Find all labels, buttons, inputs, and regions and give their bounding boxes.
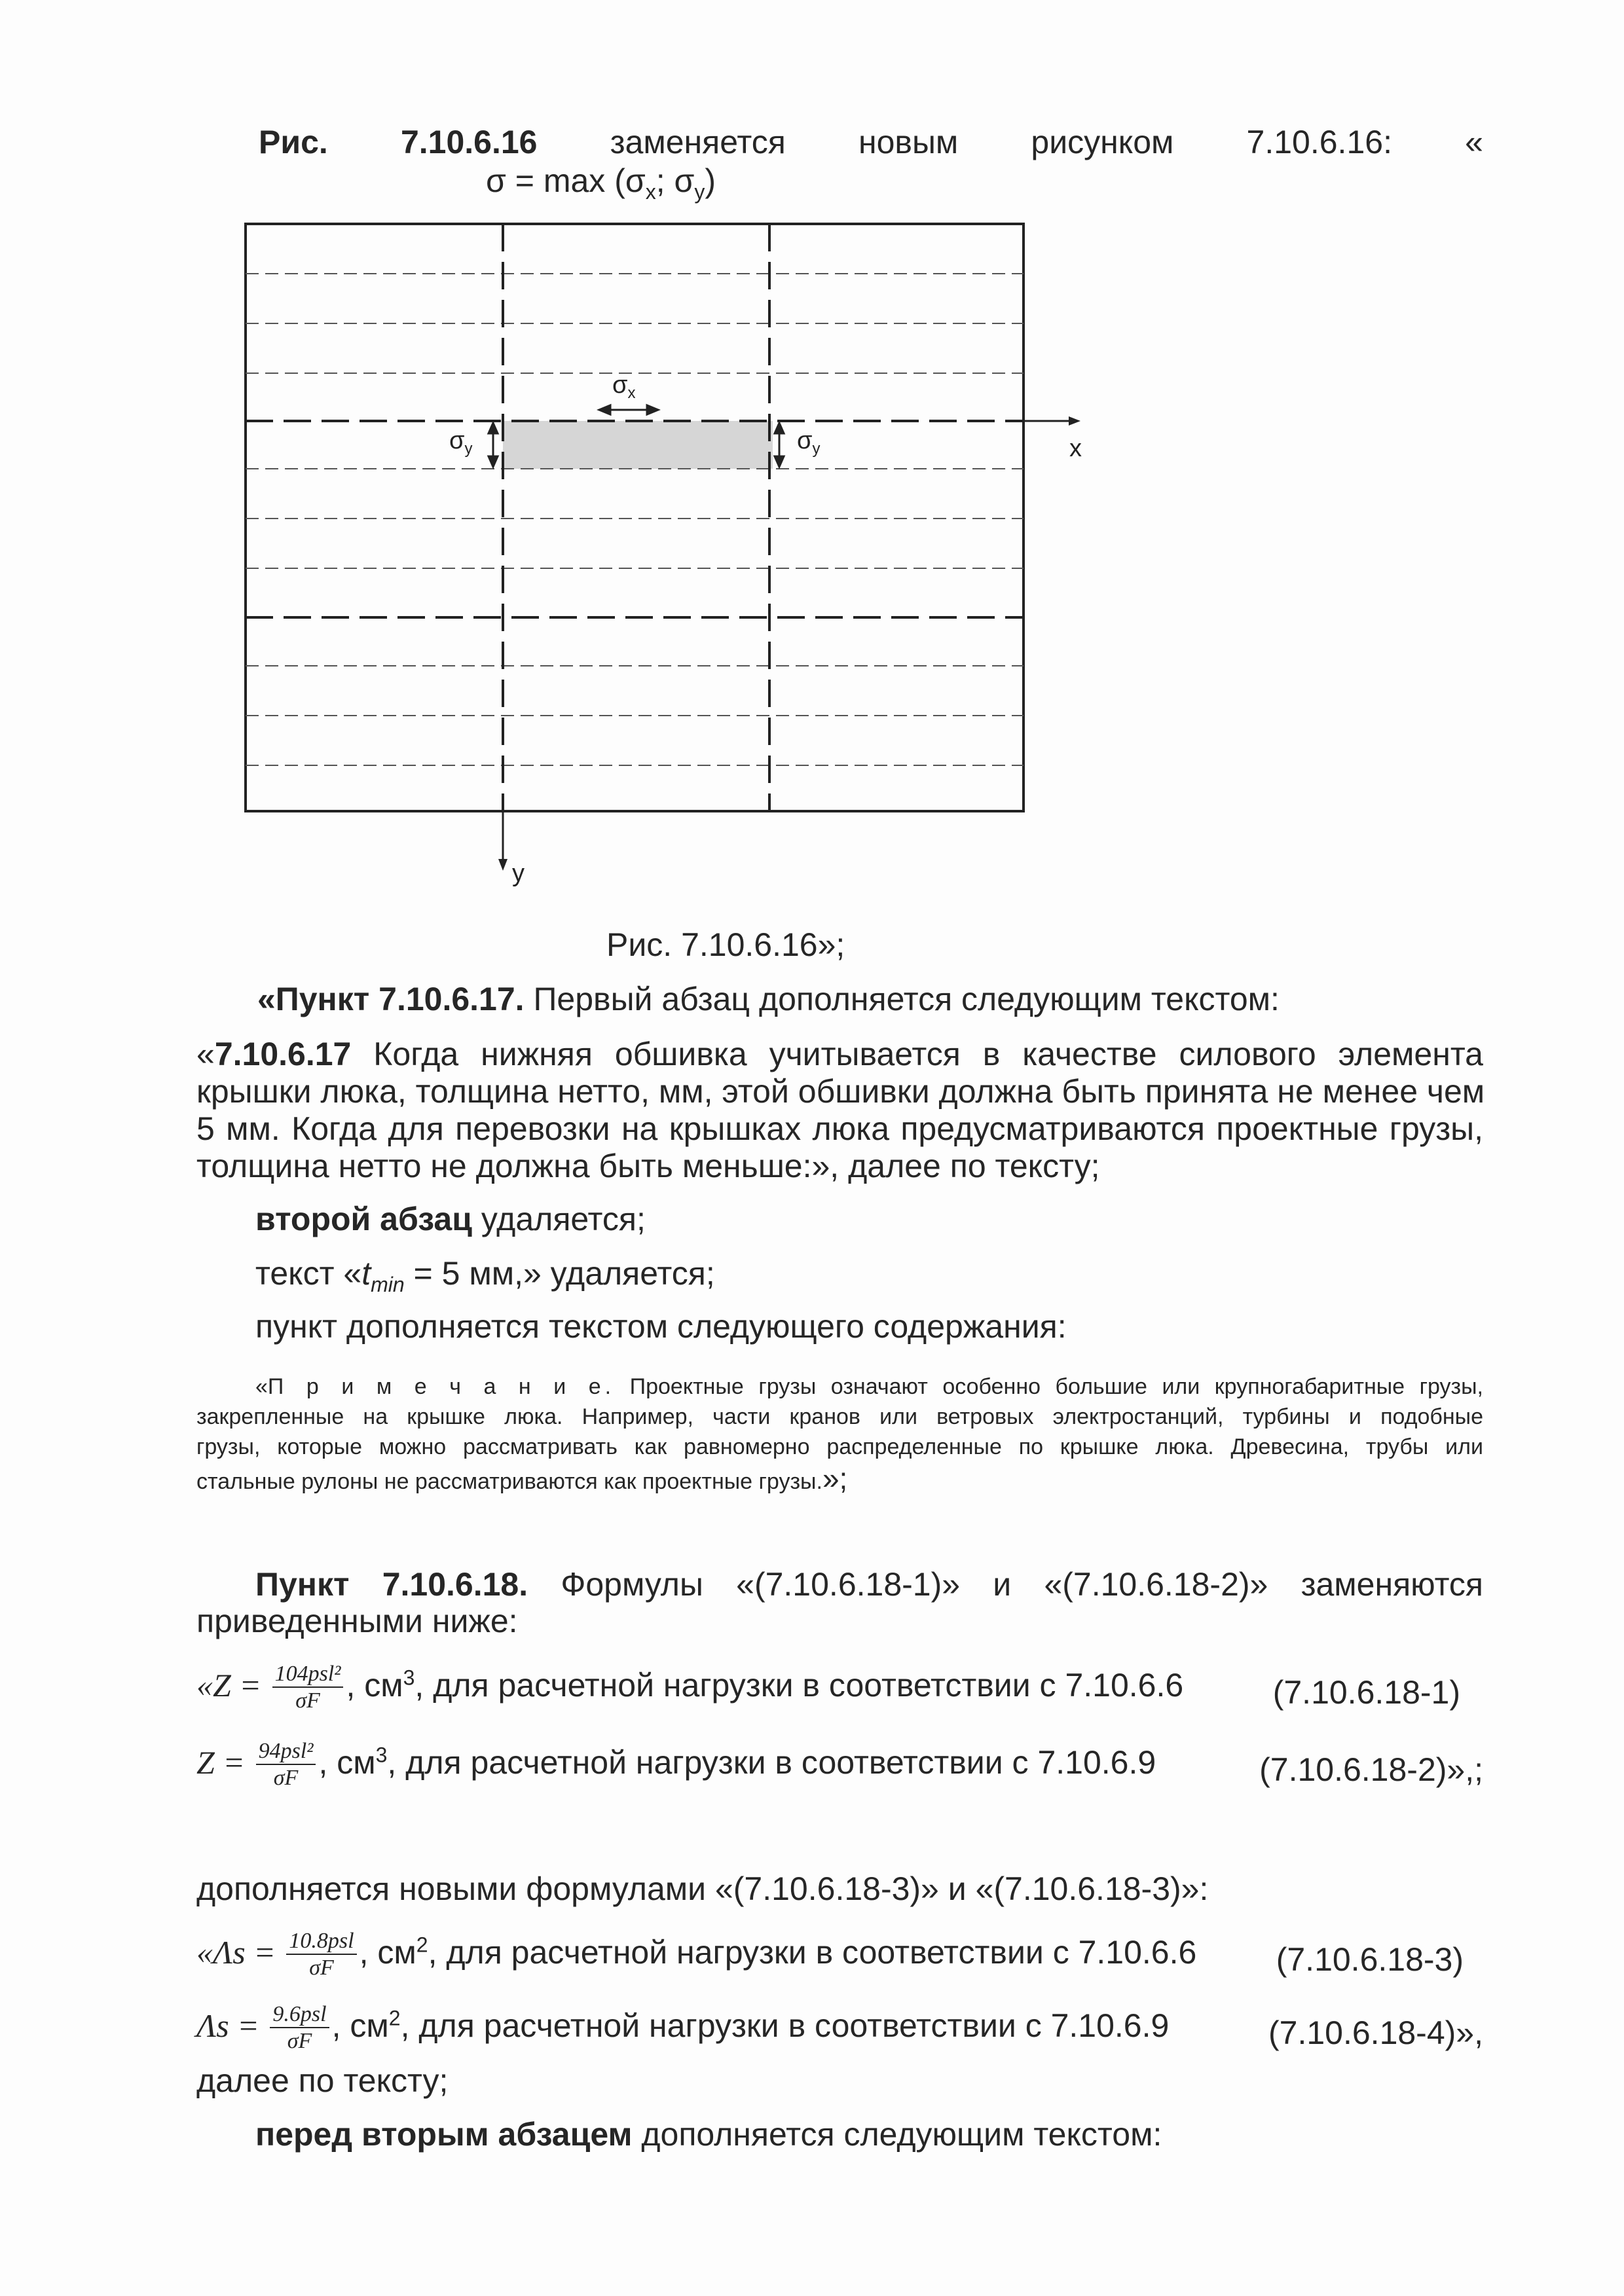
header-ref: 7.10.6.16: — [1246, 124, 1392, 160]
figure-caption: Рис. 7.10.6.16»; — [606, 926, 845, 963]
paragraph-2-line-2: крышки люка, толщина нетто, мм, этой обшивки должна быть принята не менее чем — [196, 1073, 1485, 1110]
paragraph-6-line-2: приведенными ниже: — [196, 1603, 518, 1639]
note-line-4: стальные рулоны не рассматриваются как проектные грузы.»; — [196, 1461, 848, 1495]
label-axis-y: y — [512, 860, 525, 887]
paragraph-2-line-4: толщина нетто не должна быть меньше:», далее по тексту; — [196, 1148, 1100, 1184]
formula-2: Z = $\frac{\text{94psl²}}{\sigma F}$ , $см^3$, для расчетной нагрузки в соответствии с 7.10.6.9 (7.10.6.18-2)»,; — [196, 1739, 1483, 1790]
stress-diagram — [0, 0, 1624, 917]
formula-3-fraction: $\frac{\text{10.8psl}}{\sigma F}$ — [286, 1929, 356, 1981]
formula-2-fraction: $\frac{\text{94psl²}}{\sigma F}$ — [256, 1739, 316, 1791]
paragraph-1: «Пункт 7.10.6.17. Первый абзац дополняется следующим текстом: — [257, 981, 1280, 1017]
x-axis-arrow — [1069, 416, 1080, 426]
paragraph-9: перед вторым абзацем дополняется следующим текстом: — [255, 2116, 1162, 2153]
girder-lines — [246, 224, 1024, 811]
formula-1: «Z = $\frac{\text{104psl²}}{\sigma F}$ , $см^3$, для расчетной нагрузки в соответствии с 7.10.6.6 (7.10.6.18-1) — [196, 1662, 1460, 1713]
note-line-1: «П р и м е ч а н и е. Проектные грузы означают особенно большие или крупногабаритные грузы, — [255, 1374, 1483, 1399]
note-line-2: закрепленные на крышке люка. Например, части кранов или ветровых электростанций, турбины и подобные — [196, 1404, 1483, 1429]
formula-3-label: (7.10.6.18-3) — [1276, 1941, 1464, 1978]
formula-4: Λs = $\frac{\text{9.6psl}}{\sigma F}$ , $см^2$, для расчетной нагрузки в соответствии с 7.10.6.9 (7.10.6.18-4)», — [196, 2002, 1483, 2053]
paragraph-3: второй абзац удаляется; — [255, 1201, 646, 1237]
paragraph-2-line-1: «7.10.6.17 Когда нижняя обшивка учитывается в качестве силового элемента — [196, 1036, 1483, 1072]
note-line-3: грузы, которые можно рассматривать как равномерно распределенные по крышке люка. Древесина, трубы или — [196, 1434, 1483, 1459]
paragraph-6-line-1: Пункт 7.10.6.18. Формулы «(7.10.6.18-1)» и «(7.10.6.18-2)» заменяются — [255, 1566, 1483, 1603]
stiffener-lines — [246, 274, 1024, 765]
sigma-y-left-arrow — [489, 423, 498, 467]
paragraph-5: пункт дополняется текстом следующего содержания: — [255, 1308, 1067, 1345]
header-word-2: новым — [858, 124, 959, 160]
header-quote: « — [1465, 124, 1483, 160]
header-word-3: рисунком — [1031, 124, 1174, 160]
formula-1-fraction: $\frac{\text{104psl²}}{\sigma F}$ — [272, 1662, 344, 1714]
paragraph-4: текст «$t_{min} = 5$ мм,» удаляется; — [255, 1255, 715, 1296]
label-sigma-y-left: $\sigma_y$ — [449, 427, 473, 458]
formula-4-fraction: $\frac{\text{9.6psl}}{\sigma F}$ — [270, 2002, 329, 2054]
formula-3: «Λs = $\frac{\text{10.8psl}}{\sigma F}$ , $см^2$, для расчетной нагрузки в соответствии с 7.10.6.6 (7.10.6.18-3) — [196, 1929, 1464, 1980]
label-sigma-x: $\sigma_x$ — [612, 371, 636, 402]
header-ris: Рис. — [259, 124, 328, 160]
label-axis-x: x — [1069, 435, 1082, 462]
y-axis-arrow — [498, 859, 507, 871]
label-sigma-y-right: $\sigma_y$ — [797, 427, 821, 458]
header-formula: $\sigma = \max (\sigma_x$; $\sigma_y$) — [486, 162, 716, 204]
paragraph-7: дополняется новыми формулами «(7.10.6.18-3)» и «(7.10.6.18-3)»: — [196, 1870, 1209, 1907]
paragraph-2-line-3: 5 мм. Когда для перевозки на крышках люка предусматриваются проектные грузы, — [196, 1110, 1483, 1147]
formula-2-label: (7.10.6.18-2)»,; — [1259, 1751, 1483, 1788]
header-word-1: заменяется — [610, 124, 786, 160]
header-num: 7.10.6.16 — [400, 124, 538, 160]
shaded-strip — [503, 421, 773, 469]
sigma-y-right-arrow — [775, 423, 784, 467]
paragraph-8: далее по тексту; — [196, 2062, 449, 2099]
plate-frame — [246, 224, 1024, 811]
sigma-x-arrow — [599, 405, 658, 414]
formula-1-label: (7.10.6.18-1) — [1272, 1674, 1460, 1711]
formula-4-label: (7.10.6.18-4)», — [1268, 2014, 1483, 2051]
